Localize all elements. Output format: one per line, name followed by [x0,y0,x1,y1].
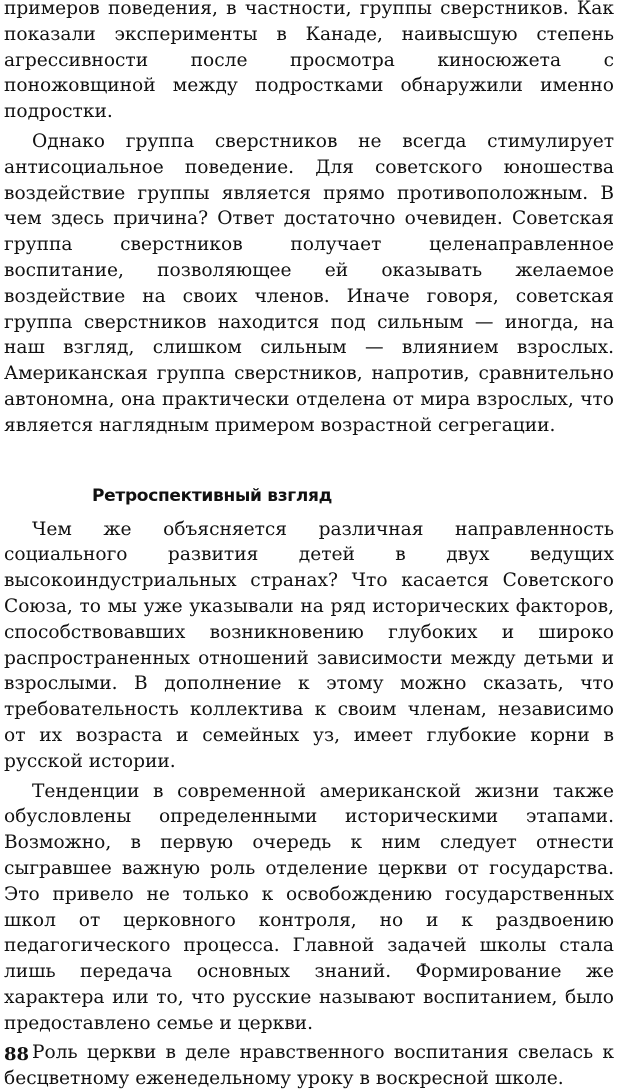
paragraph-peer-group: Однако группа сверстников не всегда стимулирует антисоциальное поведение. Для советского юношества воздействие группы является прямо противоположным. В чем здесь причина? Ответ достаточно очевиден. Советская группа сверстников получает целенаправленное воспитание, позволяющее ей оказывать желаемое воздействие на своих членов. Иначе говоря, советская группа сверстников находится под сильным — иногда, на наш взгляд, слишком сильным — влиянием взрослых. Американская группа сверстников, напротив, сравнительно автономна, она практически отделена от мира взрослых, что является наглядным примером возрастной сегрегации. [4,130,614,436]
paragraph-american-tendencies: Тенденции в современной американской жизни также обусловлены определенными историческими этапами. Возможно, в первую очередь к ним следует отнести сыгравшее важную роль отделение церкви от государства. Это привело не только к освобождению государственных школ от церковного контроля, но и к раздвоению педагогического процесса. Главной задачей школы стала лишь передача основных знаний. Формирование же характера или то, что русские называют воспитанием, было предоставлено семье и церкви. [4,780,614,1034]
paragraph-church-role: Роль церкви в деле нравственного воспитания свелась к бесцветному еженедельному уроку в воскресной школе. [4,1042,614,1090]
page-number: 88 [4,1044,30,1065]
paragraph-social-development: Чем же объясняется различная направленность социального развития детей в двух ведущих высокоиндустриальных странах? Что касается Советского Союза, то мы уже указывали на ряд исторических факторов, способствовавших возникновению глубоких и широко распространенных отношений зависимости между детьми и взрослыми. В дополнение к этому можно сказать, что требовательность коллектива к своим членам, независимо от их возраста и семейных уз, имеет глубокие корни в русской истории. [4,518,614,772]
section-heading: Ретроспективный взгляд [92,485,333,506]
paragraph-continuation: примеров поведения, в частности, группы сверстников. Как показали эксперименты в Канаде, наивысшую степень агрессивности после просмотра киносюжета с поножовщиной между подростками обнаружили именно подростки. [4,0,614,123]
